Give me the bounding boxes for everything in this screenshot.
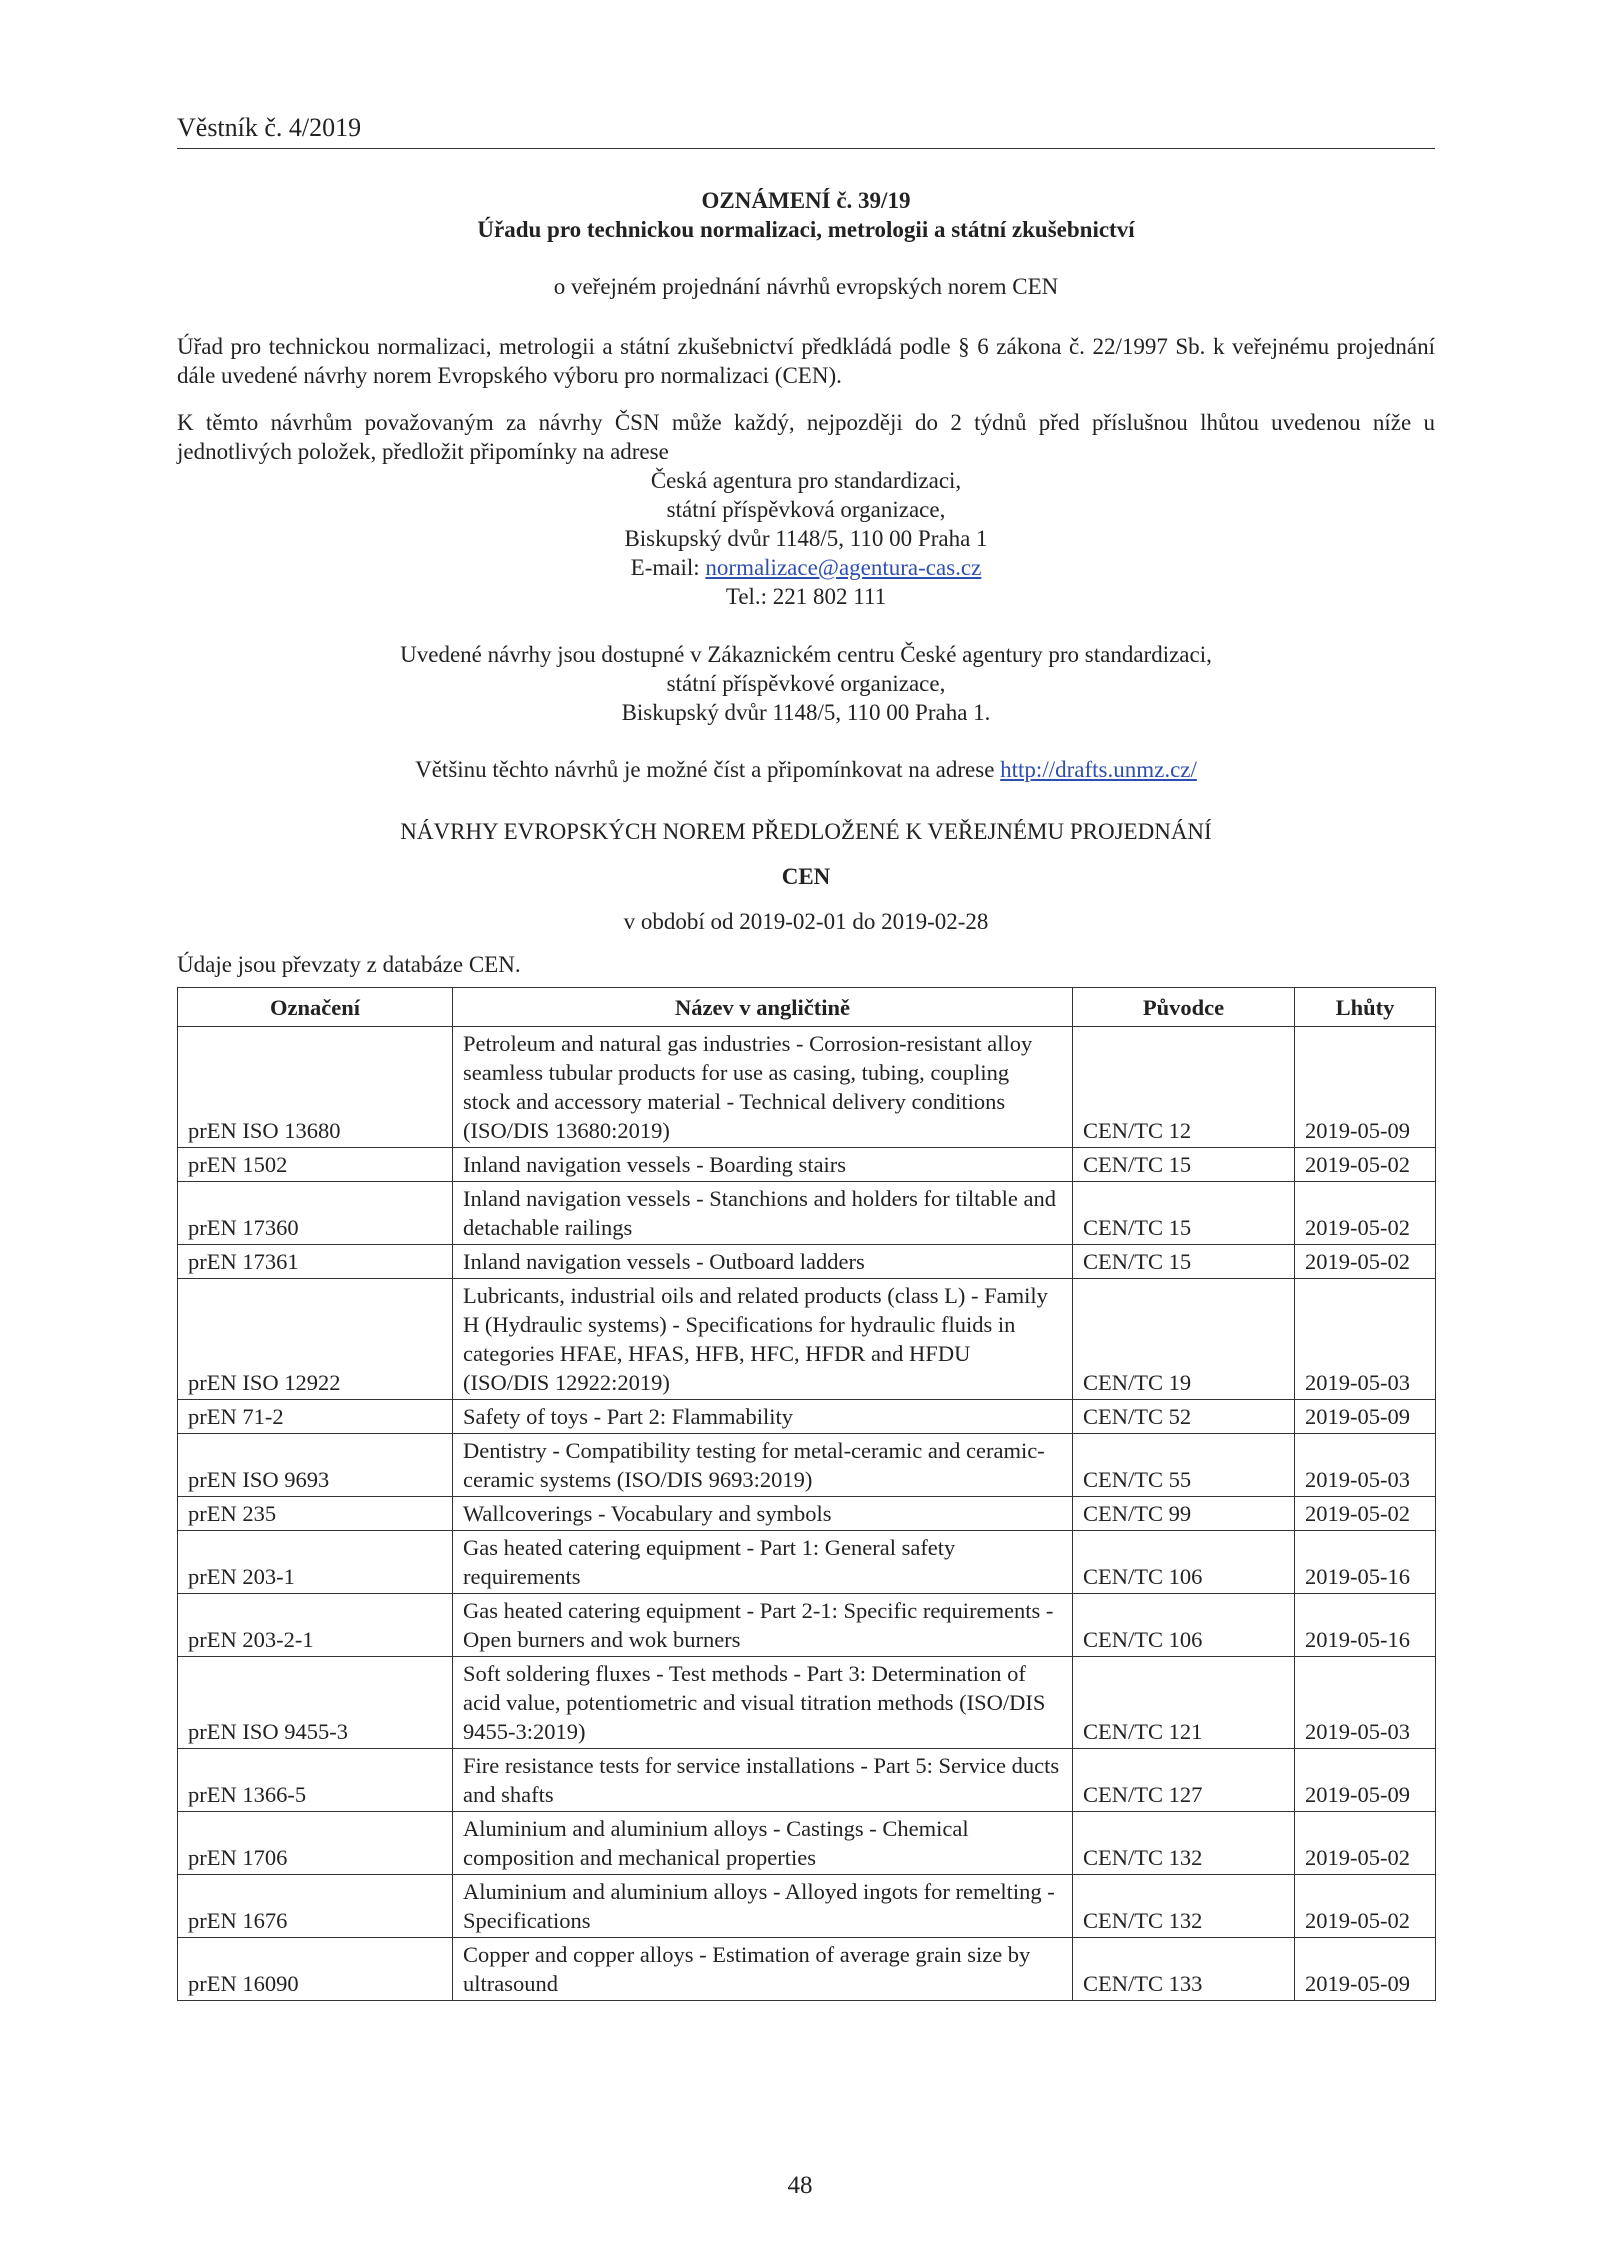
table-row [178,1594,1436,1657]
table-row [178,1497,1436,1531]
address-line-1: Česká agentura pro standardizaci, [650,468,962,493]
journal-title: Věstník č. 4/2019 [177,113,362,142]
cell-origin: CEN/TC 12 [1073,1027,1295,1148]
period-label: v období od 2019-02-01 do 2019-02-28 [623,909,989,934]
cell-code: prEN 16090 [178,1938,453,2001]
cell-deadline: 2019-05-02 [1295,1148,1436,1182]
phone-line: Tel.: 221 802 111 [725,584,887,609]
cell-origin: CEN/TC 132 [1073,1812,1295,1875]
availability-line-3: Biskupský dvůr 1148/5, 110 00 Praha 1. [621,700,991,725]
cell-deadline: 2019-05-02 [1295,1245,1436,1279]
cell-code: prEN ISO 9455-3 [178,1657,453,1749]
cell-code: prEN ISO 9693 [178,1434,453,1497]
cell-deadline: 2019-05-09 [1295,1400,1436,1434]
cell-code: prEN 1366-5 [178,1749,453,1812]
cell-deadline: 2019-05-16 [1295,1531,1436,1594]
cell-code: prEN 17360 [178,1182,453,1245]
cell-title: Inland navigation vessels - Stanchions and holders for tiltable and detachable railings [453,1182,1073,1245]
table-row [178,1875,1436,1938]
cell-title: Inland navigation vessels - Outboard ladders [453,1245,1073,1279]
notice-office: Úřadu pro technickou normalizaci, metrologii a státní zkušebnictví [477,217,1135,242]
table-row [178,1245,1436,1279]
table-row [178,1657,1436,1749]
table-row [178,1434,1436,1497]
section-title: NÁVRHY EVROPSKÝCH NOREM PŘEDLOŽENÉ K VEŘEJNÉMU PROJEDNÁNÍ [400,819,1212,844]
cell-origin: CEN/TC 15 [1073,1182,1295,1245]
cell-deadline: 2019-05-03 [1295,1434,1436,1497]
cell-title: Copper and copper alloys - Estimation of average grain size by ultrasound [453,1938,1073,2001]
journal-header [177,112,1435,149]
cell-code: prEN 203-2-1 [178,1594,453,1657]
cell-deadline: 2019-05-09 [1295,1749,1436,1812]
address-line-2: státní příspěvková organizace, [666,497,946,522]
cell-title: Wallcoverings - Vocabulary and symbols [453,1497,1073,1531]
cell-title: Lubricants, industrial oils and related products (class L) - Family H (Hydraulic systems) - Specifications for hydraulic fluids in categories HFAE, HFAS, HFB, HFC, HFDR and HFDU (ISO/DIS 12922:2019) [453,1279,1073,1400]
cell-title: Inland navigation vessels - Boarding stairs [453,1148,1073,1182]
email-link[interactable]: normalizace@agentura-cas.cz [705,555,982,580]
cell-title: Petroleum and natural gas industries - Corrosion-resistant alloy seamless tubular products for use as casing, tubing, coupling stock and accessory material - Technical delivery conditions (ISO/DIS 13680:2019) [453,1027,1073,1148]
table-row [178,1279,1436,1400]
cell-origin: CEN/TC 52 [1073,1400,1295,1434]
cell-origin: CEN/TC 106 [1073,1531,1295,1594]
cell-deadline: 2019-05-09 [1295,1938,1436,2001]
cell-deadline: 2019-05-02 [1295,1497,1436,1531]
cell-code: prEN 1676 [178,1875,453,1938]
drafts-line [177,755,1435,784]
cell-code: prEN 235 [178,1497,453,1531]
address-block [177,466,1435,611]
cell-code: prEN 71-2 [178,1400,453,1434]
cell-origin: CEN/TC 99 [1073,1497,1295,1531]
drafts-text: Většinu těchto návrhů je možné číst a připomínkovat na adrese [415,757,1001,782]
cell-origin: CEN/TC 121 [1073,1657,1295,1749]
cell-deadline: 2019-05-02 [1295,1182,1436,1245]
cell-code: prEN ISO 13680 [178,1027,453,1148]
table-row [178,1027,1436,1148]
cell-code: prEN ISO 12922 [178,1279,453,1400]
cell-deadline: 2019-05-03 [1295,1279,1436,1400]
cell-origin: CEN/TC 19 [1073,1279,1295,1400]
table-row [178,1749,1436,1812]
drafts-table [177,987,1436,2001]
cell-deadline: 2019-05-03 [1295,1657,1436,1749]
cell-origin: CEN/TC 106 [1073,1594,1295,1657]
cell-code: prEN 1706 [178,1812,453,1875]
notice-title: OZNÁMENÍ č. 39/19 [701,188,911,213]
page-number: 48 [787,2172,813,2199]
table-row [178,1531,1436,1594]
cell-deadline: 2019-05-02 [1295,1875,1436,1938]
header-deadline: Lhůty [1295,988,1436,1027]
cell-origin: CEN/TC 55 [1073,1434,1295,1497]
table-row [178,1400,1436,1434]
table-header-row [178,988,1436,1027]
cell-deadline: 2019-05-16 [1295,1594,1436,1657]
availability-line-2: státní příspěvkové organizace, [666,671,946,696]
table-row [178,1148,1436,1182]
cell-code: prEN 1502 [178,1148,453,1182]
availability-block [177,640,1435,727]
table-row [178,1812,1436,1875]
cell-origin: CEN/TC 15 [1073,1148,1295,1182]
header-designation: Označení [178,988,453,1027]
cell-title: Fire resistance tests for service installations - Part 5: Service ducts and shafts [453,1749,1073,1812]
address-line-3: Biskupský dvůr 1148/5, 110 00 Praha 1 [624,526,988,551]
intro-paragraph: Úřad pro technickou normalizaci, metrologii a státní zkušebnictví předkládá podle § 6 zákona č. 22/1997 Sb. k veřejnému projednání dále uvedené návrhy norem Evropského výboru pro normalizaci (CEN). [177,334,1435,388]
table-row [178,1938,1436,2001]
source-note: Údaje jsou převzaty z databáze CEN. [177,952,521,977]
email-label: E-mail: [630,555,706,580]
header-originator: Původce [1073,988,1295,1027]
organization-label: CEN [781,864,831,889]
cell-origin: CEN/TC 127 [1073,1749,1295,1812]
cell-origin: CEN/TC 133 [1073,1938,1295,2001]
cell-title: Aluminium and aluminium alloys - Castings - Chemical composition and mechanical properties [453,1812,1073,1875]
cell-deadline: 2019-05-09 [1295,1027,1436,1148]
cell-code: prEN 17361 [178,1245,453,1279]
cell-title: Dentistry - Compatibility testing for metal-ceramic and ceramic-ceramic systems (ISO/DIS 9693:2019) [453,1434,1073,1497]
cell-origin: CEN/TC 132 [1073,1875,1295,1938]
notice-subtitle: o veřejném projednání návrhů evropských norem CEN [553,274,1059,299]
cell-origin: CEN/TC 15 [1073,1245,1295,1279]
cell-code: prEN 203-1 [178,1531,453,1594]
cell-deadline: 2019-05-02 [1295,1812,1436,1875]
cell-title: Soft soldering fluxes - Test methods - Part 3: Determination of acid value, potentiometric and visual titration methods (ISO/DIS 9455-3:2019) [453,1657,1073,1749]
table-row [178,1182,1436,1245]
drafts-link[interactable]: http://drafts.unmz.cz/ [1000,757,1197,782]
header-english-title: Název v angličtině [453,988,1073,1027]
cell-title: Gas heated catering equipment - Part 1: General safety requirements [453,1531,1073,1594]
email-line [177,553,1435,582]
cell-title: Aluminium and aluminium alloys - Alloyed ingots for remelting - Specifications [453,1875,1073,1938]
availability-line-1: Uvedené návrhy jsou dostupné v Zákaznickém centru České agentury pro standardizaci, [400,642,1212,667]
cell-title: Safety of toys - Part 2: Flammability [453,1400,1073,1434]
cell-title: Gas heated catering equipment - Part 2-1: Specific requirements - Open burners and wok burners [453,1594,1073,1657]
comments-paragraph: K těmto návrhům považovaným za návrhy ČSN může každý, nejpozději do 2 týdnů před příslušnou lhůtou uvedenou níže u jednotlivých položek, předložit připomínky na adrese [177,410,1435,464]
